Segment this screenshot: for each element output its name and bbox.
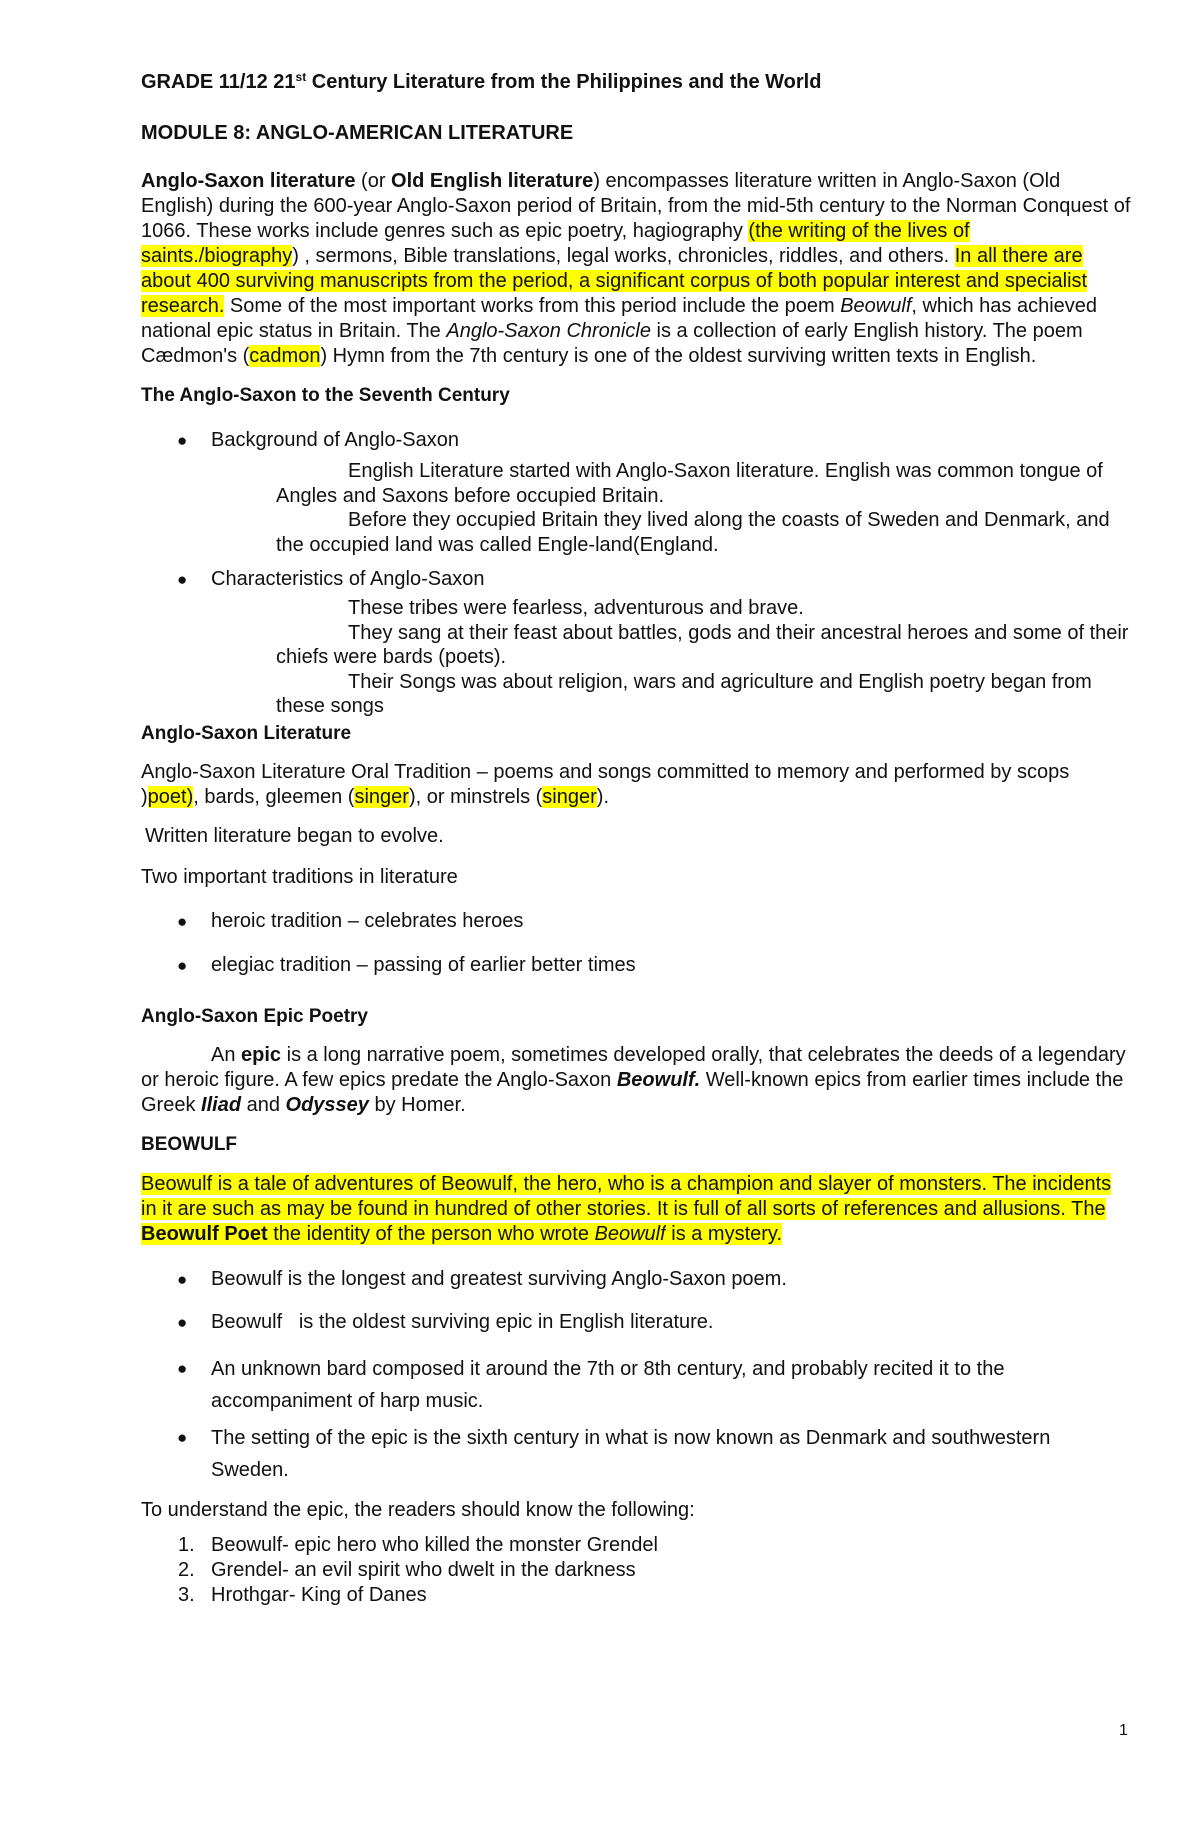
epic-text: Well-known epics from earlier times include the Greek — [141, 1068, 1124, 1116]
character-list — [141, 1533, 1131, 1608]
term-old-english-literature: Old English literature — [391, 170, 594, 192]
title-odyssey: Odyssey — [285, 1093, 369, 1116]
oral-text: Anglo-Saxon Literature Oral Tradition – poems and songs committed to memory and performed by scops ) — [141, 760, 1070, 808]
intro-text: Some of the most important works from this period include the poem — [224, 295, 841, 317]
bullet-elegiac-tradition: ● elegiac tradition – passing of earlier better times — [141, 953, 1131, 978]
term-anglo-saxon-literature: Anglo-Saxon literature — [141, 170, 356, 192]
oral-text: ), or minstrels ( — [408, 785, 543, 808]
page-number: 1 — [1119, 1722, 1128, 1739]
bullet-unknown-bard: ● An unknown bard composed it around the 7th or 8th century, and probably recited it to the accompaniment of harp music. — [141, 1353, 1131, 1417]
list-item — [141, 1583, 1131, 1608]
background-paragraph: Before they occupied Britain they lived along the coasts of Sweden and Denmark, and the occupied land was called Engle-land(England. — [276, 509, 1110, 556]
section-heading-seventh-century: The Anglo-Saxon to the Seventh Century — [141, 385, 510, 406]
oral-text: , bards, gleemen ( — [193, 785, 355, 808]
highlight-manuscripts: In all there are about 400 surviving manuscripts from the period, a significant corpus of both popular interest and specialist research. — [141, 245, 1088, 317]
characteristics-paragraph: These tribes were fearless, adventurous and brave. — [348, 597, 804, 619]
list-item — [141, 1533, 1131, 1558]
oral-tradition-paragraph — [141, 760, 1131, 810]
highlight-beowulf-summary: is a mystery. — [665, 1222, 782, 1245]
list-text: Hrothgar- King of Danes — [211, 1583, 427, 1606]
background-text — [141, 459, 1131, 557]
section-heading-beowulf: BEOWULF — [141, 1133, 238, 1155]
section-heading-epic-poetry: Anglo-Saxon Epic Poetry — [141, 1005, 368, 1027]
beowulf-summary-paragraph — [141, 1172, 1131, 1247]
understand-line: To understand the epic, the readers should know the following: — [141, 1498, 695, 1521]
epic-text: and — [241, 1093, 286, 1116]
epic-text: is a long narrative poem, sometimes developed orally, that celebrates the deeds of a legendary or heroic figure. A few epics predate the Anglo-Saxon — [141, 1043, 1126, 1091]
title-beowulf: Beowulf. — [616, 1068, 701, 1091]
bullet-characteristics: ● Characteristics of Anglo-Saxon — [141, 567, 1131, 592]
highlight-singer: singer — [542, 785, 597, 808]
intro-text: (or — [355, 170, 392, 192]
module-title: MODULE 8: ANGLO-AMERICAN LITERATURE — [141, 122, 574, 144]
bullet-oldest-epic: ● Beowulf is the oldest surviving epic in English literature. — [141, 1310, 1131, 1335]
intro-paragraph — [141, 169, 1131, 369]
intro-text: ) encompasses literature written in Anglo-Saxon (Old English) during the 600-year Anglo-Saxon period of Britain, from the mid-5th century to the Norman Conquest of 1066. These works include genres such as epic poetry, hagiography — [141, 170, 1131, 242]
highlight-beowulf-summary: the identity of the person who wrote — [267, 1222, 595, 1245]
epic-text: by Homer. — [368, 1093, 466, 1116]
intro-text: ) , sermons, Bible translations, legal works, chronicles, riddles, and others. — [292, 245, 955, 267]
page-content — [141, 70, 1131, 1608]
list-number: 3. — [178, 1583, 195, 1606]
highlight-singer: singer — [354, 785, 409, 808]
characteristics-text — [141, 596, 1131, 719]
list-text: Grendel- an evil spirit who dwelt in the darkness — [211, 1558, 636, 1581]
list-item — [141, 1558, 1131, 1583]
title-beowulf: Beowulf — [840, 295, 912, 317]
term-epic: epic — [241, 1043, 282, 1066]
highlight-cadmon: cadmon — [249, 345, 321, 367]
course-title-rest: Century Literature from the Philippines and the World — [306, 71, 822, 93]
list-number: 2. — [178, 1558, 195, 1581]
bullet-background: ● Background of Anglo-Saxon — [141, 428, 1131, 453]
highlight-poet: poet) — [147, 785, 194, 808]
intro-text: ) Hymn from the 7th century is one of the oldest surviving written texts in English. — [320, 345, 1037, 367]
intro-text: , which has achieved national epic status in Britain. The — [141, 295, 1098, 342]
highlight-hagiography: (the writing of the lives of saints./biography — [141, 220, 970, 267]
bullet-setting: ● The setting of the epic is the sixth century in what is now known as Denmark and southwestern Sweden. — [141, 1422, 1131, 1486]
bullet-heroic-tradition: ● heroic tradition – celebrates heroes — [141, 909, 1131, 934]
section-heading-literature: Anglo-Saxon Literature — [141, 722, 352, 744]
epic-text: An — [211, 1043, 242, 1066]
background-paragraph: English Literature started with Anglo-Saxon literature. English was common tongue of Angles and Saxons before occupied Britain. — [276, 460, 1103, 507]
intro-text: is a collection of early English history. The poem Cædmon's ( — [141, 320, 1083, 367]
course-title-superscript: st — [295, 70, 307, 84]
bullet-longest-poem: ● Beowulf is the longest and greatest surviving Anglo-Saxon poem. — [141, 1267, 1131, 1292]
list-number: 1. — [178, 1533, 195, 1556]
highlight-beowulf-title: Beowulf — [594, 1222, 666, 1245]
two-traditions-line: Two important traditions in literature — [141, 865, 458, 888]
title-chronicle: Anglo-Saxon Chronicle — [446, 320, 651, 342]
list-text: Beowulf- epic hero who killed the monster Grendel — [211, 1533, 658, 1556]
highlight-beowulf-summary: Beowulf is a tale of adventures of Beowulf, the hero, who is a champion and slayer of monsters. The incidents in it are such as may be found in hundred of other stories. It is full of all sorts of references and allusions. The — [141, 1172, 1112, 1220]
characteristics-paragraph: Their Songs was about religion, wars and agriculture and English poetry began from these songs — [276, 670, 1092, 717]
written-literature-line: Written literature began to evolve. — [145, 824, 444, 847]
oral-text: ). — [596, 785, 609, 808]
title-iliad: Iliad — [201, 1093, 242, 1116]
epic-paragraph — [141, 1043, 1131, 1118]
course-title-part: GRADE 11/12 21 — [141, 71, 296, 93]
course-title — [141, 70, 1131, 95]
characteristics-paragraph: They sang at their feast about battles, gods and their ancestral heroes and some of their chiefs were bards (poets). — [276, 621, 1129, 668]
highlight-beowulf-poet: Beowulf Poet — [141, 1222, 268, 1245]
